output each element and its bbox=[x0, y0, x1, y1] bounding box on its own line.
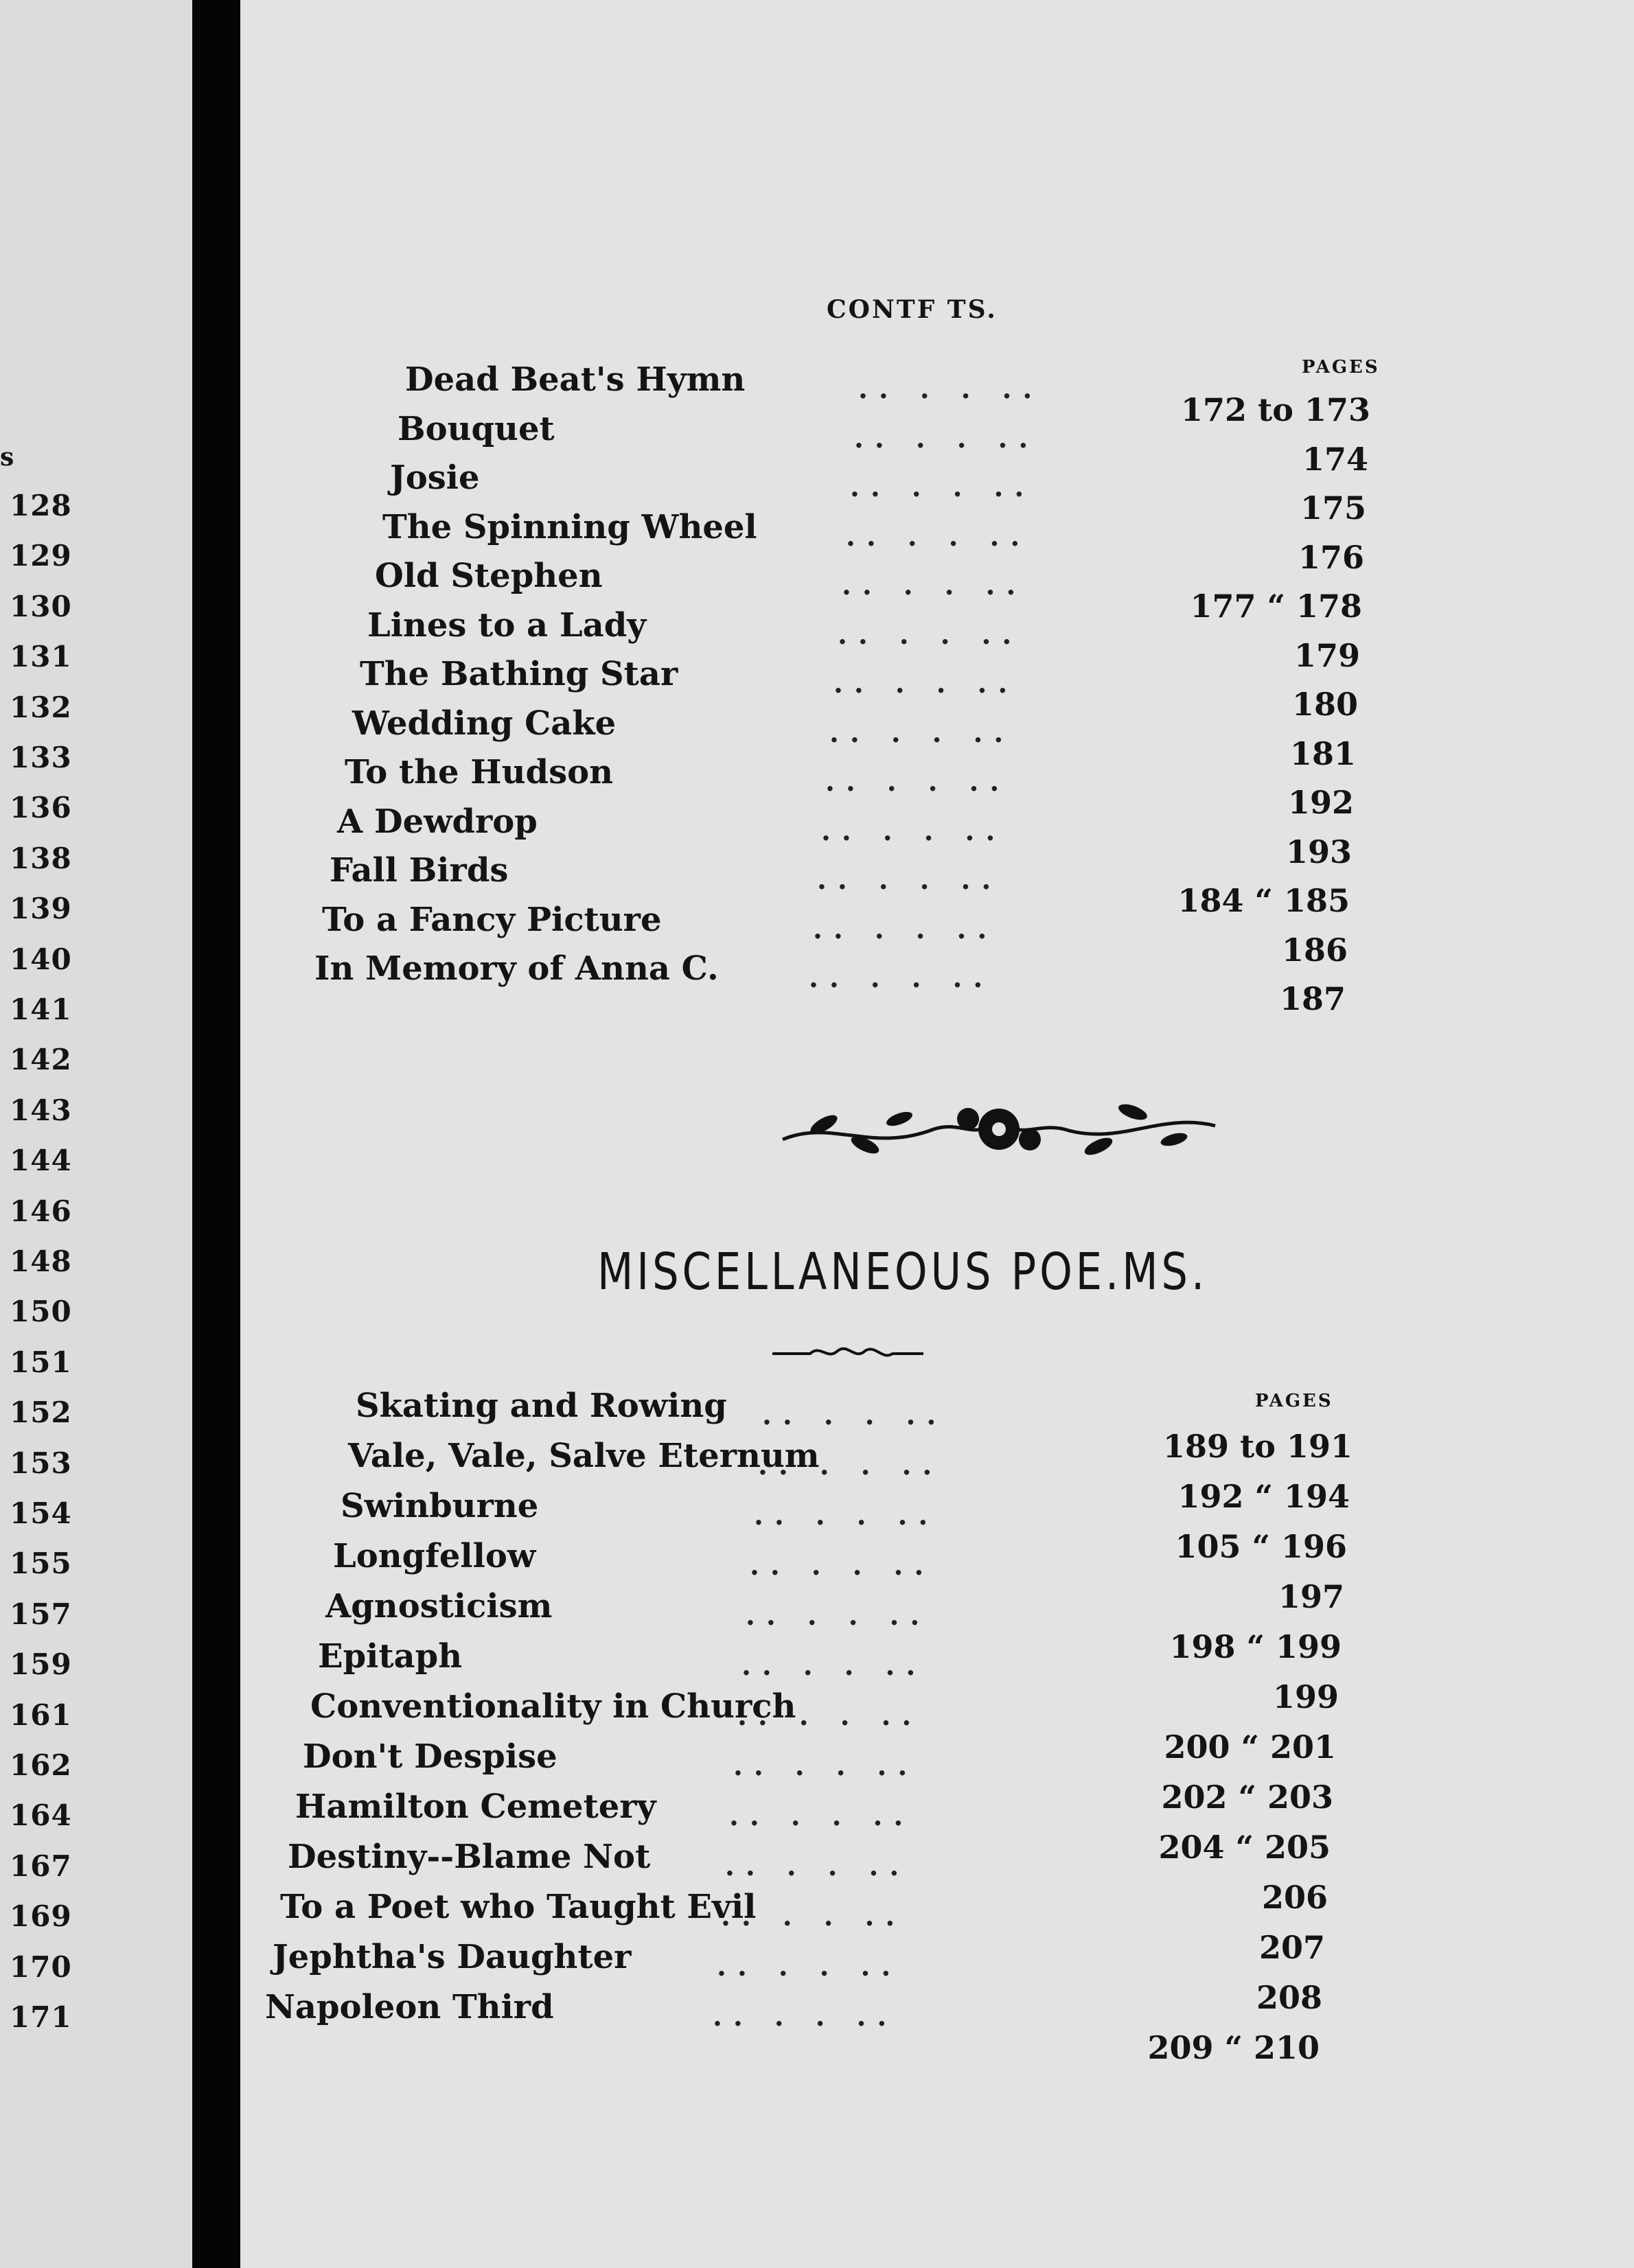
left-page-number: 155 bbox=[10, 1547, 72, 1581]
contents-entry-title: Josie bbox=[390, 459, 480, 497]
misc-entry-title: Conventionality in Church bbox=[310, 1687, 796, 1726]
contents-leader-dots: .. . . .. bbox=[829, 716, 1015, 749]
contents-pages-label: PAGES bbox=[1302, 357, 1380, 378]
contents-entry-title: In Memory of Anna C. bbox=[314, 949, 719, 988]
contents-entry-title: Bouquet bbox=[398, 409, 555, 448]
misc-entry-title: Destiny--Blame Not bbox=[288, 1838, 651, 1876]
contents-page bbox=[240, 0, 1634, 2268]
contents-entry-title: A Dewdrop bbox=[337, 802, 538, 841]
misc-pages-label: PAGES bbox=[1255, 1391, 1333, 1411]
contents-leader-dots: .. . . .. bbox=[833, 667, 1019, 699]
misc-leader-dots: .. . . .. bbox=[729, 1800, 914, 1832]
contents-title: CONTF TS. bbox=[827, 295, 998, 324]
misc-entry-pages: 204 “ 205 bbox=[1158, 1829, 1331, 1866]
misc-leader-dots: .. . . .. bbox=[762, 1399, 947, 1431]
contents-entry-pages: 186 bbox=[1281, 931, 1348, 969]
misc-entry-title: Napoleon Third bbox=[265, 1988, 554, 2026]
contents-entry-pages: 174 bbox=[1302, 440, 1368, 478]
misc-leader-dots: .. . . .. bbox=[758, 1449, 943, 1481]
misc-entry-pages: 208 bbox=[1256, 1979, 1322, 2016]
misc-leader-dots: .. . . .. bbox=[737, 1700, 923, 1732]
contents-entry-pages: 175 bbox=[1300, 489, 1366, 526]
left-page-number: 161 bbox=[10, 1698, 72, 1732]
left-page-heading-fragment: s bbox=[0, 443, 14, 472]
contents-entry-title: Wedding Cake bbox=[352, 704, 617, 743]
left-page-number: 142 bbox=[10, 1043, 72, 1077]
contents-entry-title: Old Stephen bbox=[375, 557, 603, 595]
left-page-number: 151 bbox=[10, 1345, 72, 1379]
miscellaneous-poems-title: MISCELLANEOUS POE.MS. bbox=[597, 1242, 1208, 1301]
left-page-number: 152 bbox=[10, 1396, 72, 1430]
left-page-number: 170 bbox=[10, 1949, 72, 1984]
contents-leader-dots: .. . . .. bbox=[825, 765, 1011, 798]
misc-entry-title: Agnosticism bbox=[325, 1587, 553, 1625]
contents-leader-dots: .. . . .. bbox=[854, 421, 1039, 454]
contents-entry-pages: 172 to 173 bbox=[1181, 391, 1370, 428]
left-page-number: 144 bbox=[10, 1144, 72, 1178]
contents-entry-title: The Bathing Star bbox=[360, 655, 678, 693]
left-page-number: 141 bbox=[10, 993, 72, 1026]
left-page-number: 139 bbox=[10, 892, 72, 926]
misc-entry-title: Don't Despise bbox=[303, 1737, 557, 1776]
misc-leader-dots: .. . . .. bbox=[750, 1549, 935, 1582]
left-page-number: 143 bbox=[10, 1093, 72, 1127]
page-gutter bbox=[192, 0, 240, 2268]
contents-entry-pages: 193 bbox=[1285, 833, 1352, 870]
misc-entry-title: Skating and Rowing bbox=[356, 1387, 727, 1425]
left-page-number: 148 bbox=[10, 1245, 72, 1278]
contents-leader-dots: .. . . .. bbox=[817, 864, 1002, 896]
contents-leader-dots: .. . . .. bbox=[858, 373, 1044, 405]
left-page-number: 132 bbox=[10, 690, 72, 724]
left-page-number: 128 bbox=[10, 489, 72, 522]
contents-entry-title: The Spinning Wheel bbox=[382, 507, 757, 546]
left-page-number: 157 bbox=[10, 1597, 72, 1631]
floral-ornament-icon bbox=[776, 1091, 1222, 1167]
contents-entry-pages: 181 bbox=[1289, 734, 1356, 772]
left-page-number: 138 bbox=[10, 841, 72, 875]
contents-entry-title: Fall Birds bbox=[330, 851, 509, 890]
left-page-number: 153 bbox=[10, 1446, 72, 1480]
misc-leader-dots: .. . . .. bbox=[733, 1750, 919, 1782]
misc-entry-title: To a Poet who Taught Evil bbox=[280, 1888, 757, 1926]
contents-leader-dots: .. . . .. bbox=[846, 520, 1031, 553]
misc-entry-pages: 200 “ 201 bbox=[1164, 1728, 1336, 1766]
contents-leader-dots: .. . . .. bbox=[842, 569, 1027, 601]
misc-entry-pages: 198 “ 199 bbox=[1169, 1628, 1342, 1665]
misc-entry-pages: 199 bbox=[1272, 1678, 1339, 1715]
scroll-divider-icon bbox=[769, 1339, 927, 1366]
contents-entry-pages: 176 bbox=[1298, 538, 1364, 576]
contents-entry-pages: 180 bbox=[1291, 686, 1358, 723]
misc-entry-pages: 105 “ 196 bbox=[1175, 1528, 1347, 1565]
left-page-number: 146 bbox=[10, 1194, 72, 1228]
misc-leader-dots: .. . . .. bbox=[713, 2000, 898, 2033]
left-page-number: 150 bbox=[10, 1295, 72, 1329]
left-page-number: 131 bbox=[10, 640, 72, 674]
left-page-number: 140 bbox=[10, 942, 72, 976]
misc-leader-dots: .. . . .. bbox=[741, 1650, 927, 1682]
misc-entry-pages: 207 bbox=[1258, 1929, 1325, 1966]
misc-entry-pages: 192 “ 194 bbox=[1177, 1478, 1350, 1515]
contents-entry-pages: 187 bbox=[1279, 980, 1346, 1017]
misc-entry-title: Hamilton Cemetery bbox=[295, 1787, 656, 1826]
misc-entry-pages: 197 bbox=[1278, 1578, 1344, 1615]
contents-leader-dots: .. . . .. bbox=[821, 814, 1006, 847]
misc-leader-dots: .. . . .. bbox=[717, 1950, 902, 1982]
misc-entry-pages: 189 to 191 bbox=[1163, 1428, 1353, 1465]
misc-leader-dots: .. . . .. bbox=[721, 1900, 906, 1932]
contents-entry-title: Dead Beat's Hymn bbox=[405, 360, 746, 399]
left-page-strip bbox=[0, 0, 192, 2268]
misc-entry-pages: 206 bbox=[1261, 1879, 1328, 1916]
misc-entry-pages: 202 “ 203 bbox=[1161, 1779, 1333, 1816]
contents-entry-pages: 192 bbox=[1287, 784, 1354, 821]
contents-entry-pages: 184 “ 185 bbox=[1177, 882, 1350, 919]
misc-entry-title: Epitaph bbox=[318, 1637, 463, 1676]
left-page-number: 169 bbox=[10, 1899, 72, 1934]
contents-leader-dots: .. . . .. bbox=[850, 471, 1035, 503]
contents-entry-title: To the Hudson bbox=[345, 753, 614, 791]
contents-entry-title: To a Fancy Picture bbox=[322, 900, 662, 939]
left-page-number: 154 bbox=[10, 1496, 72, 1530]
misc-leader-dots: .. . . .. bbox=[725, 1850, 910, 1882]
contents-leader-dots: .. . . .. bbox=[813, 912, 998, 945]
left-page-number: 133 bbox=[10, 741, 72, 774]
contents-leader-dots: .. . . .. bbox=[838, 618, 1023, 651]
misc-entry-pages: 209 “ 210 bbox=[1147, 2029, 1320, 2066]
contents-entry-pages: 179 bbox=[1293, 636, 1360, 674]
left-page-number: 162 bbox=[10, 1748, 72, 1782]
misc-leader-dots: .. . . .. bbox=[746, 1599, 931, 1632]
contents-leader-dots: .. . . .. bbox=[809, 962, 994, 994]
left-page-number: 167 bbox=[10, 1849, 72, 1883]
contents-entry-pages: 177 “ 178 bbox=[1190, 588, 1362, 625]
misc-leader-dots: .. . . .. bbox=[754, 1499, 939, 1531]
misc-entry-title: Swinburne bbox=[341, 1487, 539, 1525]
misc-entry-title: Vale, Vale, Salve Eternum bbox=[348, 1437, 820, 1475]
contents-entry-title: Lines to a Lady bbox=[367, 605, 647, 645]
left-page-number: 171 bbox=[10, 2000, 72, 2034]
left-page-number: 130 bbox=[10, 589, 72, 623]
misc-entry-title: Longfellow bbox=[333, 1537, 536, 1575]
left-page-number: 129 bbox=[10, 539, 72, 573]
left-page-number: 136 bbox=[10, 791, 72, 825]
misc-entry-title: Jephtha's Daughter bbox=[273, 1938, 632, 1976]
left-page-number: 159 bbox=[10, 1647, 72, 1682]
left-page-number: 164 bbox=[10, 1798, 72, 1833]
